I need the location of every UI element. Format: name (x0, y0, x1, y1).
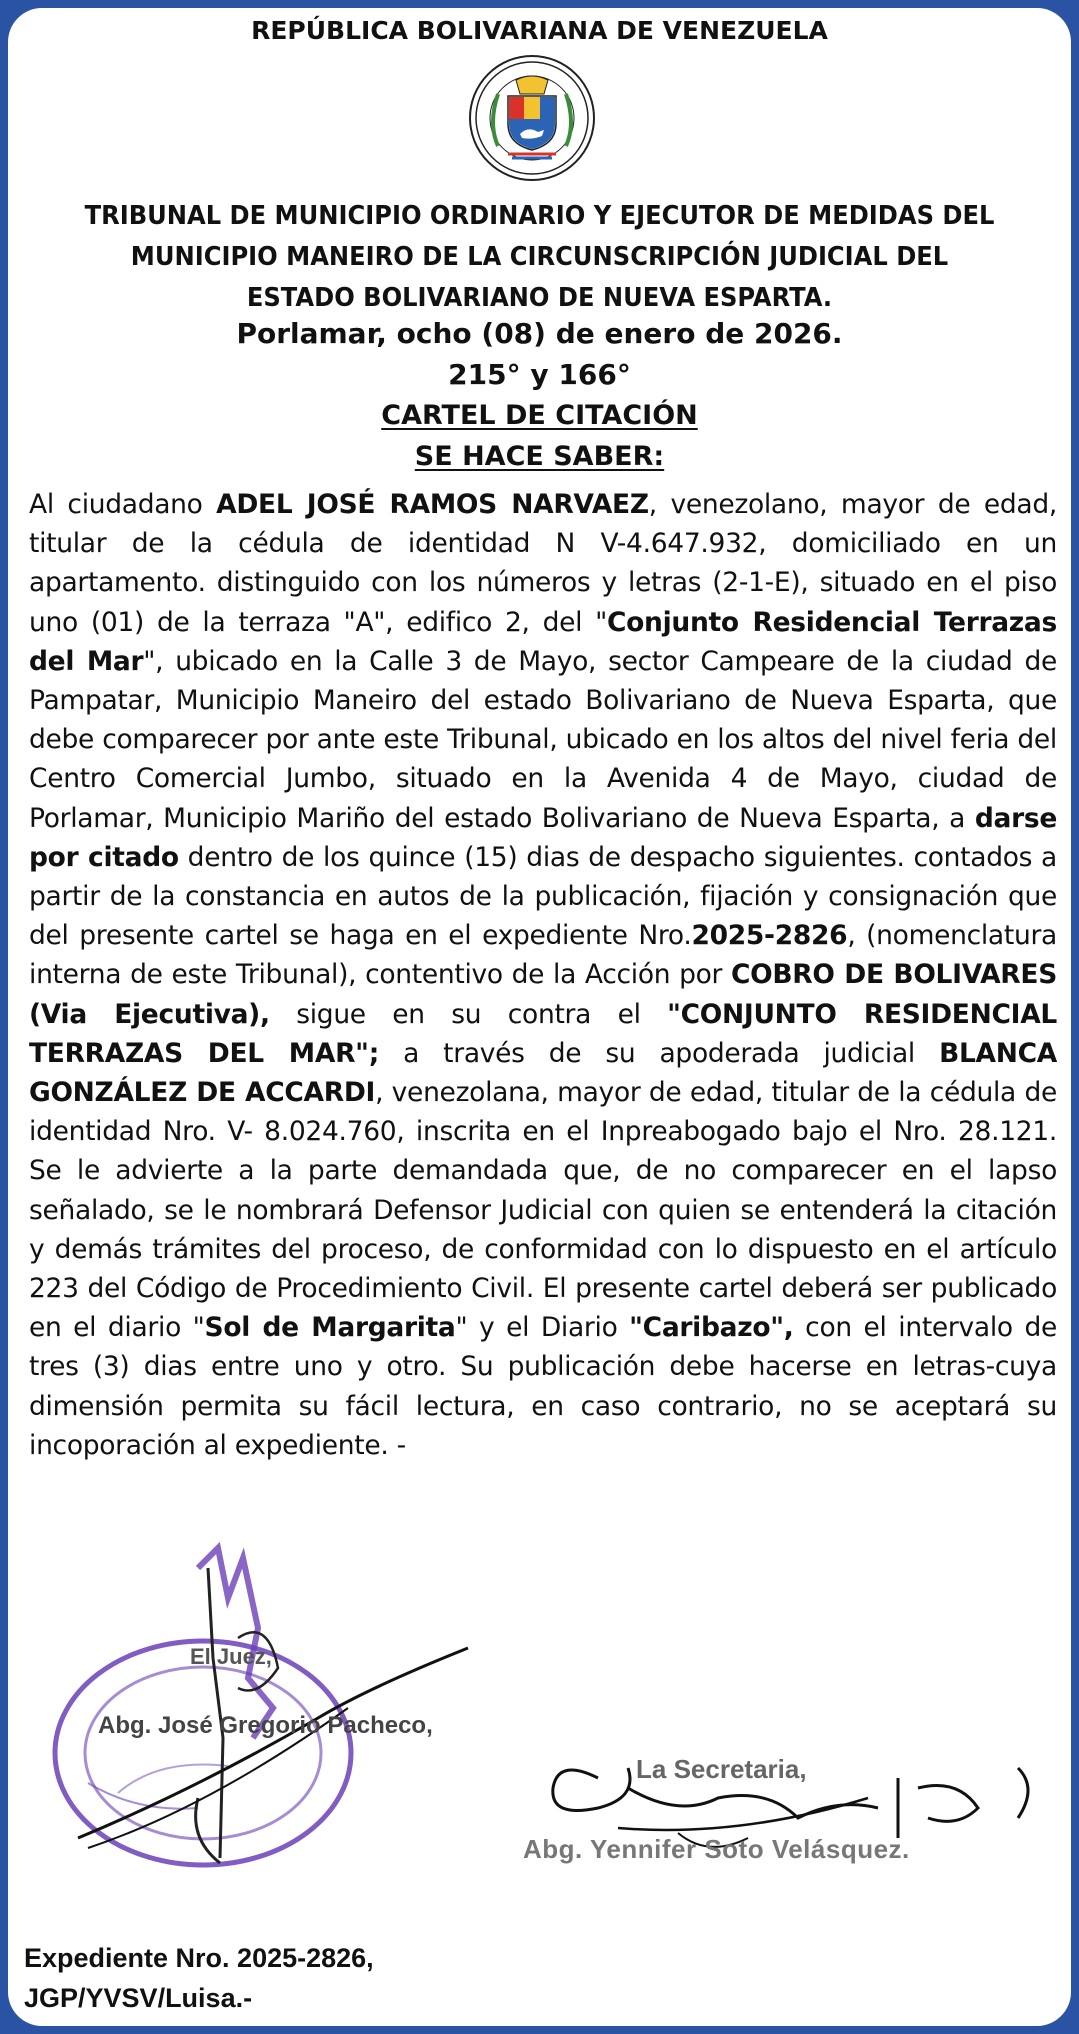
body-text-4: dentro de los quince (15) dias de despacho siguientes. contados a partir de la constancia en autos de la publicación, fijación y consignación que del presente cartel se haga en el expediente Nro. (29, 841, 1057, 952)
judge-name: Abg. José Gregorio Pacheco, (98, 1712, 433, 1739)
newspaper-2: "Caribazo", (629, 1312, 794, 1344)
cartel-title-text: CARTEL DE CITACIÓN (381, 400, 698, 431)
body-text-10: con el intervalo de tres (3) dias entre uno y otro. Su publicación debe hacerse en letras-cuya dimensión permita su fácil lectura, en caso contrario, no se aceptará su incoporación al expediente. - (29, 1312, 1057, 1461)
action-type: COBRO DE BOLIVARES (Via Ejecutiva), (29, 959, 1058, 1030)
defendant-name: ADEL JOSÉ RAMOS NARVAEZ (216, 489, 649, 520)
body-text-8: , venezolana, mayor de edad, titular de la cédula de identidad Nro. V- 8.024.760, inscrita en el Inpreabogado bajo el Nro. 28.121. Se le advierte a la parte demandada que, de no comparecer en el lapso señalado, se le nombrará Defensor Judicial con quien se entenderá la citación y demás trámites del proceso, de conformidad con lo dispuesto en el artículo 223 del Código de Procedimiento Civil. El presente cartel deberá ser publicado en el diario " (29, 1077, 1057, 1344)
document-page (8, 8, 1071, 2026)
body-text-1: Al ciudadano (29, 489, 217, 520)
expediente-footer: Expediente Nro. 2025-2826, (24, 1943, 374, 1973)
body-text-6: sigue en su contra el (269, 998, 668, 1030)
newspaper-1: Sol de Margarita (204, 1312, 456, 1344)
coat-of-arms-seal-icon (468, 54, 596, 182)
cartel-title (8, 400, 1071, 431)
body-text-2: , venezolano, mayor de edad, titular de la cédula de identidad N V-4.647.932, domiciliado en un apartamento. distinguido con los números y letras (2-1-E), situado en el piso uno (01) de la terraza "A", edifico 2, del " (29, 489, 1057, 638)
body-text-5: , (nomenclatura interna de este Tribunal), contentivo de la Acción por (29, 920, 1057, 991)
country-header: REPÚBLICA BOLIVARIANA DE VENEZUELA (251, 16, 828, 45)
secretary-name: Abg. Yennifer Soto Velásquez. (523, 1834, 910, 1864)
tribunal-name: TRIBUNAL DE MUNICIPIO ORDINARIO Y EJECUTOR DE MEDIDAS DEL MUNICIPIO MANEIRO DE LA CIRCUNSCRIPCIÓN JUDICIAL DEL ESTADO BOLIVARIANO DE NUEVA ESPARTA. (84, 201, 995, 313)
secretary-title: La Secretaria, (636, 1754, 807, 1784)
plaintiff-name: "CONJUNTO RESIDENCIAL TERRAZAS DEL MAR"; (29, 998, 1057, 1069)
body-text-7: a través de su apoderada judicial (379, 1037, 940, 1069)
judge-title: El Juez, (190, 1644, 272, 1669)
attorney-name: BLANCA GONZÁLEZ DE ACCARDI (29, 1037, 1057, 1109)
darse-por-citado: darse por citado (29, 802, 1057, 873)
se-hace-saber (8, 441, 1071, 472)
city-date: Porlamar, ocho (08) de enero de 2026. (236, 317, 843, 350)
conjunto-name: Conjunto Residencial Terrazas del Mar (29, 606, 1057, 677)
body-text-9: " y el Diario (455, 1312, 630, 1344)
se-hace-saber-text: SE HACE SABER: (414, 441, 665, 472)
case-number: 2025-2826 (691, 920, 848, 952)
years-line: 215° y 166° (448, 358, 631, 391)
initials-footer: JGP/YVSV/Luisa.- (24, 1983, 253, 2013)
citation-body (29, 485, 1057, 1465)
body-text-3: ", ubicado en la Calle 3 de Mayo, sector Campeare de la ciudad de Pampatar, Municipio Maneiro del estado Bolivariano de Nueva Esparta, que debe comparecer por ante este Tribunal, ubicado en los altos del nivel feria del Centro Comercial Jumbo, situado en la Avenida 4 de Mayo, ciudad de Porlamar, Municipio Mariño del estado Bolivariano de Nueva Esparta, a (29, 645, 1057, 834)
